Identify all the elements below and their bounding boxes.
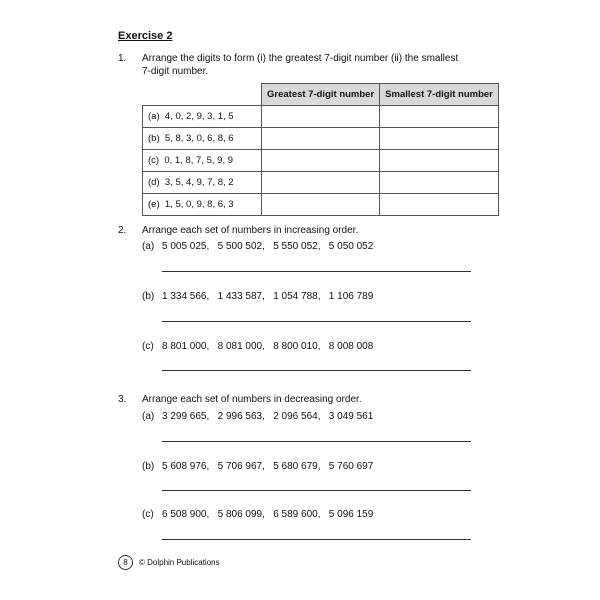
row-label [143,128,262,150]
q3-item-a-numbers: 3 299 665, 2 996 563, 2 096 564, 3 049 561 [162,411,374,422]
page-number: 8 [118,555,133,570]
greatest-answer-cell[interactable] [262,194,380,216]
table-header-row [143,84,499,106]
greatest-answer-cell[interactable] [262,172,380,194]
q2-item-b-label: (b) [142,291,155,302]
row-label [143,150,262,172]
smallest-answer-cell[interactable] [380,150,499,172]
q3-item-c-numbers: 6 508 900, 5 806 099, 6 589 600, 5 096 159 [162,509,374,520]
row-digits: 0, 1, 8, 7, 5, 9, 9 [164,155,234,166]
row-letter: (d) [148,177,160,188]
table-row [143,172,499,194]
smallest-answer-cell[interactable] [380,106,499,128]
answer-line[interactable] [162,321,471,322]
answer-line[interactable] [162,441,471,442]
q2-item-b-numbers: 1 334 566, 1 433 587, 1 054 788, 1 106 789 [162,291,374,302]
q1-text-line2: 7-digit number. [142,66,209,77]
greatest-answer-cell[interactable] [262,150,380,172]
smallest-answer-cell[interactable] [380,194,499,216]
greatest-answer-cell[interactable] [262,128,380,150]
q2-item-c-label: (c) [142,341,154,352]
smallest-answer-cell[interactable] [380,172,499,194]
exercise-title: Exercise 2 [118,30,173,42]
q1-number: 1. [118,53,127,64]
q3-number: 3. [118,394,127,405]
q1-text-line1: Arrange the digits to form (i) the greatest 7-digit number (ii) the smallest [142,53,459,64]
q3-item-b-label: (b) [142,461,155,472]
row-letter: (c) [148,155,160,166]
answer-line[interactable] [162,490,471,491]
digits-table [142,83,499,216]
q3-text: Arrange each set of numbers in decreasing order. [142,394,362,405]
row-letter: (e) [148,199,160,210]
row-digits: 1, 5, 0, 9, 8, 6, 3 [164,199,234,210]
table-row [143,194,499,216]
q3-item-c-label: (c) [142,509,154,520]
row-digits: 5, 8, 3, 0, 6, 8, 6 [164,133,234,144]
q2-text: Arrange each set of numbers in increasing order. [142,225,359,236]
answer-line[interactable] [162,271,471,272]
row-letter: (b) [148,133,160,144]
row-digits: 4, 0, 2, 9, 3, 1, 5 [164,111,234,122]
table-row [143,128,499,150]
page-footer [118,555,220,570]
publisher-credit: © Dolphin Publications [139,558,220,567]
q2-item-a-numbers: 5 005 025, 5 500 502, 5 550 052, 5 050 052 [162,241,374,252]
q2-item-c-numbers: 8 801 000, 8 081 000, 8 800 010, 8 008 008 [162,341,374,352]
table-row [143,150,499,172]
q3-item-b-numbers: 5 608 976, 5 706 967, 5 680 679, 5 760 697 [162,461,374,472]
q2-item-a-label: (a) [142,241,155,252]
row-label [143,106,262,128]
row-digits: 3, 5, 4, 9, 7, 8, 2 [164,177,234,188]
smallest-answer-cell[interactable] [380,128,499,150]
q3-item-a-label: (a) [142,411,155,422]
header-greatest: Greatest 7-digit number [262,84,380,106]
answer-line[interactable] [162,539,471,540]
table-row [143,106,499,128]
row-letter: (a) [148,111,160,122]
q2-number: 2. [118,225,127,236]
header-smallest: Smallest 7-digit number [380,84,499,106]
table-corner [143,84,262,106]
answer-line[interactable] [162,370,471,371]
row-label [143,172,262,194]
row-label [143,194,262,216]
greatest-answer-cell[interactable] [262,106,380,128]
